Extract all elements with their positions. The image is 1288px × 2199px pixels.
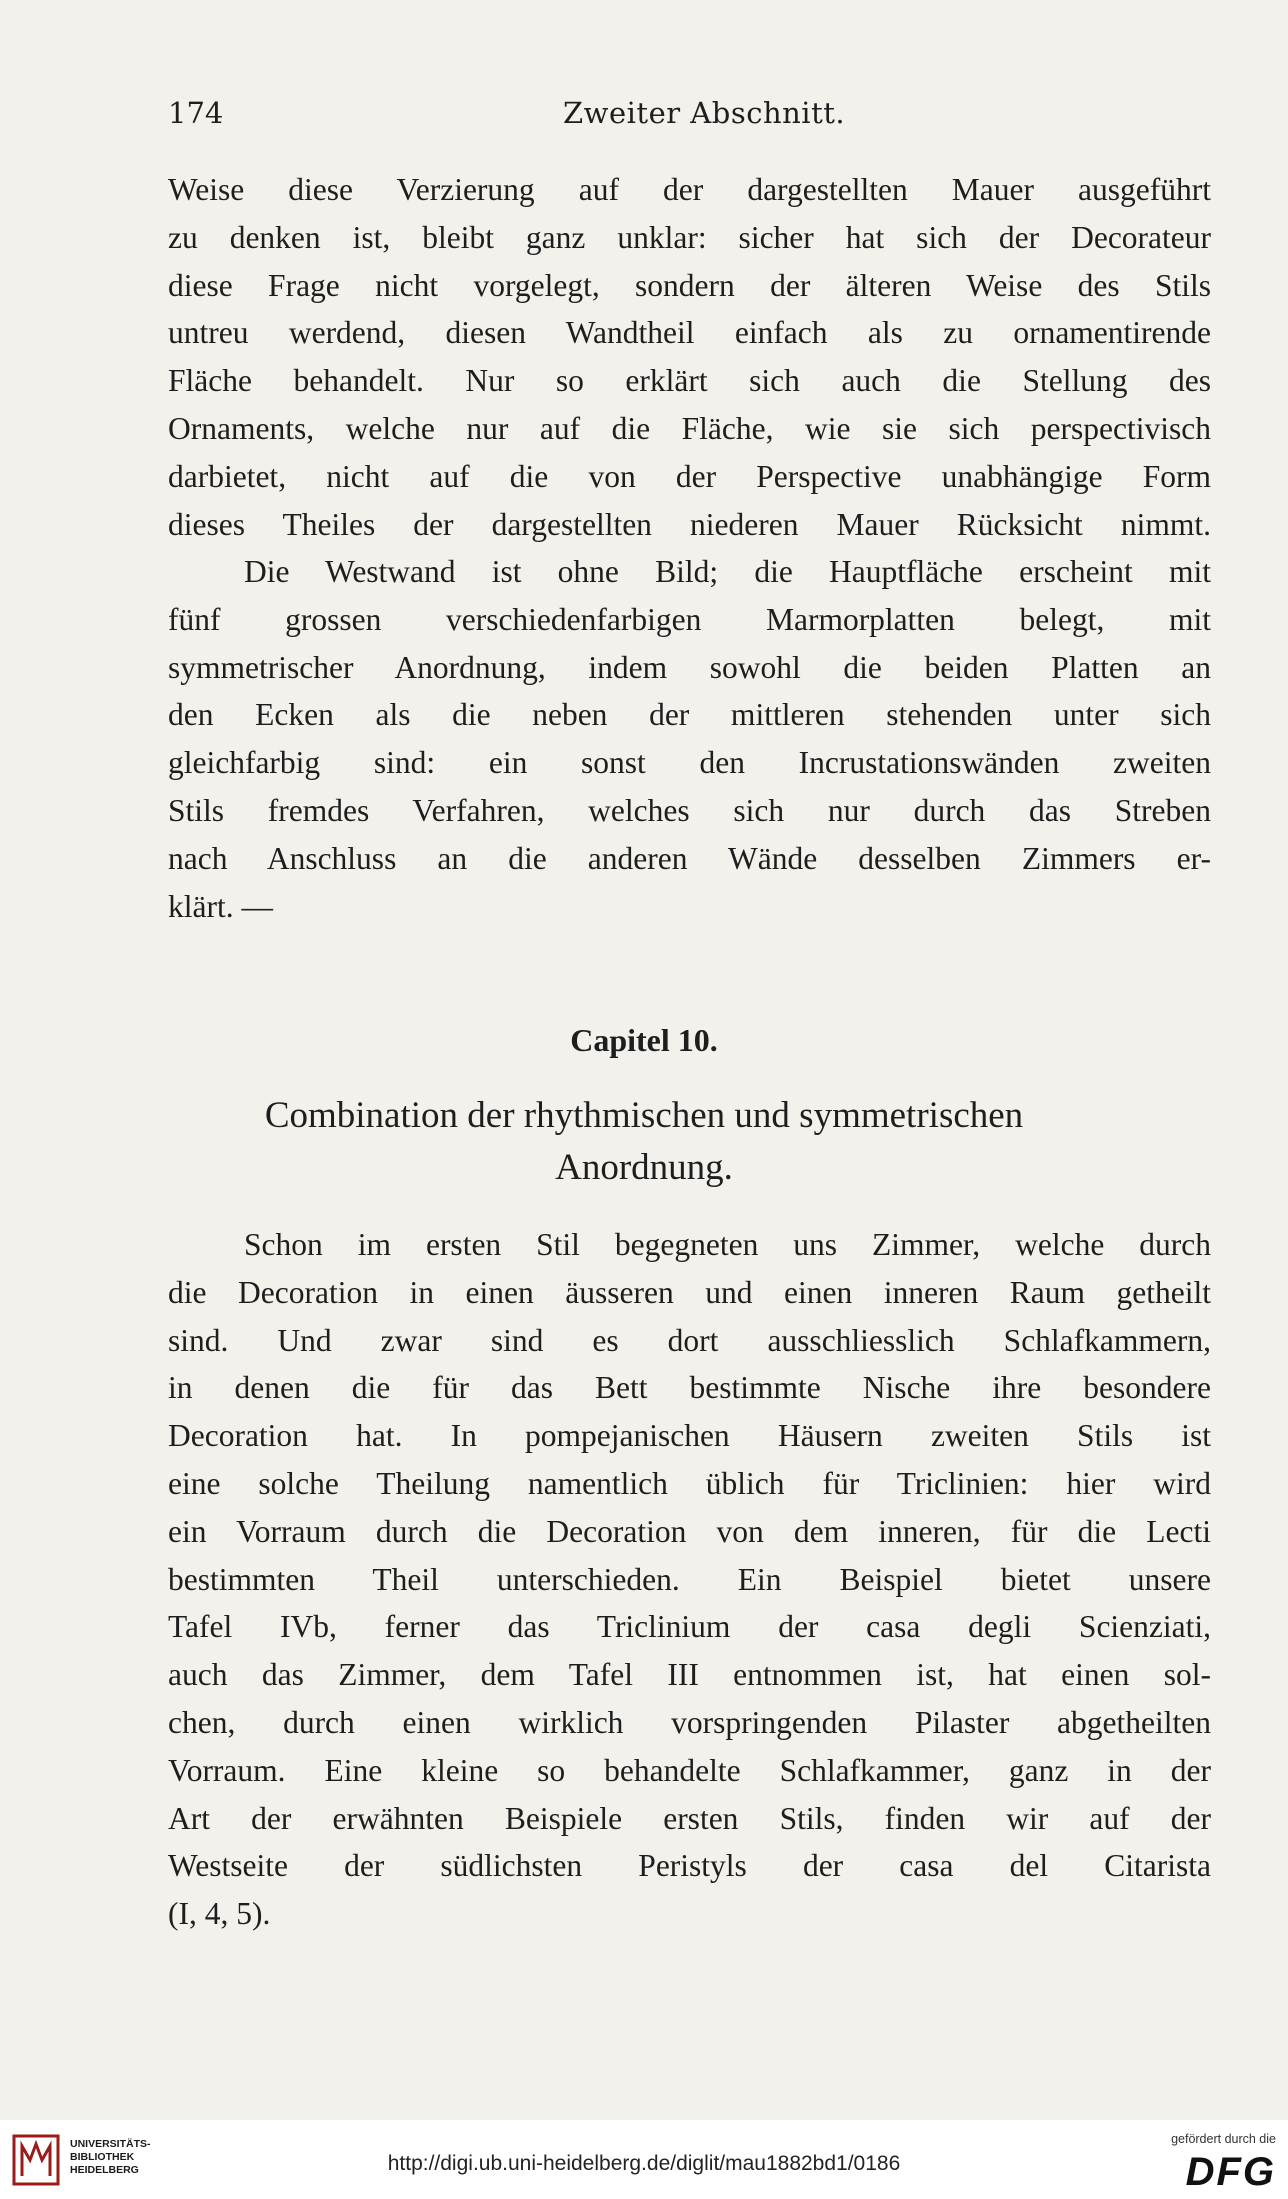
chapter-number: Capitel 10. (570, 1022, 718, 1058)
text-line: dieses Theiles der dargestellten niederen Mauer Rücksicht nimmt. (168, 506, 1211, 542)
text-line: in denen die für das Bett bestimmte Nische ihre besondere (168, 1370, 1211, 1406)
permalink-url[interactable]: http://digi.ub.uni-heidelberg.de/diglit/mau1882bd1/0186 (387, 2152, 901, 2175)
dfg-logo[interactable]: DFG (1185, 2150, 1276, 2194)
funding-text: gefördert durch die (1171, 2132, 1276, 2146)
text-line: gleichfarbig sind: ein sonst den Incrustationswänden zweiten (168, 745, 1211, 781)
text-line: zu denken ist, bleibt ganz unklar: sicher hat sich der Decorateur (168, 219, 1211, 255)
text-line: klärt. — (168, 888, 273, 924)
running-title: Zweiter Abschnitt. (563, 96, 846, 130)
text-line: Tafel IVb, ferner das Triclinium der casa degli Scienziati, (168, 1609, 1211, 1645)
viewer-footer (0, 2120, 1288, 2199)
text-line: Schon im ersten Stil begegneten uns Zimmer, welche durch (244, 1227, 1211, 1262)
text-line: auch das Zimmer, dem Tafel III entnommen ist, hat einen sol- (168, 1657, 1211, 1693)
text-line: Weise diese Verzierung auf der dargestellten Mauer ausgeführt (168, 172, 1211, 207)
paragraph-2 (168, 548, 1211, 930)
text-line: darbietet, nicht auf die von der Perspective unabhängige Form (168, 458, 1211, 494)
text-line: bestimmten Theil unterschieden. Ein Beispiel bietet unsere (168, 1561, 1211, 1597)
text-line: symmetrischer Anordnung, indem sowohl die beiden Platten an (168, 649, 1211, 685)
text-line: die Decoration in einen äusseren und einen inneren Raum getheilt (168, 1274, 1211, 1310)
text-line: Vorraum. Eine kleine so behandelte Schlafkammer, ganz in der (168, 1752, 1211, 1788)
text-line: Die Westwand ist ohne Bild; die Hauptfläche erscheint mit (244, 554, 1211, 589)
paragraph-3 (168, 1221, 1211, 1938)
text-line: diese Frage nicht vorgelegt, sondern der älteren Weise des Stils (168, 267, 1211, 303)
text-line: fünf grossen verschiedenfarbigen Marmorplatten belegt, mit (168, 601, 1211, 637)
chapter-title-line-1: Combination der rhythmischen und symmetrischen (264, 1095, 1024, 1136)
chapter-title (0, 1090, 1288, 1194)
text-line: ein Vorraum durch die Decoration von dem inneren, für die Lecti (168, 1513, 1211, 1549)
text-line: untreu werdend, diesen Wandtheil einfach als zu ornamentirende (168, 315, 1211, 351)
text-line: eine solche Theilung namentlich üblich für Triclinien: hier wird (168, 1465, 1211, 1501)
text-line: Ornaments, welche nur auf die Fläche, wie sie sich perspectivisch (168, 410, 1211, 446)
text-line: Art der erwähnten Beispiele ersten Stils, finden wir auf der (168, 1800, 1211, 1836)
text-line: Fläche behandelt. Nur so erklärt sich auch die Stellung des (168, 363, 1211, 399)
text-line: chen, durch einen wirklich vorspringenden Pilaster abgetheilten (168, 1704, 1211, 1740)
text-line: (I, 4, 5). (168, 1896, 271, 1932)
library-name: UNIVERSITÄTS- BIBLIOTHEK HEIDELBERG (70, 2138, 151, 2176)
chapter-title-line-2: Anordnung. (555, 1147, 733, 1188)
page-number: 174 (168, 96, 224, 130)
text-line: Stils fremdes Verfahren, welches sich nur durch das Streben (168, 792, 1211, 828)
paragraph-1 (168, 166, 1211, 548)
page-header (168, 92, 1211, 138)
text-line: sind. Und zwar sind es dort ausschliesslich Schlafkammern, (168, 1322, 1211, 1358)
text-line: Westseite der südlichsten Peristyls der casa del Citarista (168, 1848, 1211, 1884)
text-line: nach Anschluss an die anderen Wände desselben Zimmers er- (168, 840, 1211, 876)
text-line: Decoration hat. In pompejanischen Häusern zweiten Stils ist (168, 1418, 1211, 1454)
text-line: den Ecken als die neben der mittleren stehenden unter sich (168, 697, 1211, 733)
